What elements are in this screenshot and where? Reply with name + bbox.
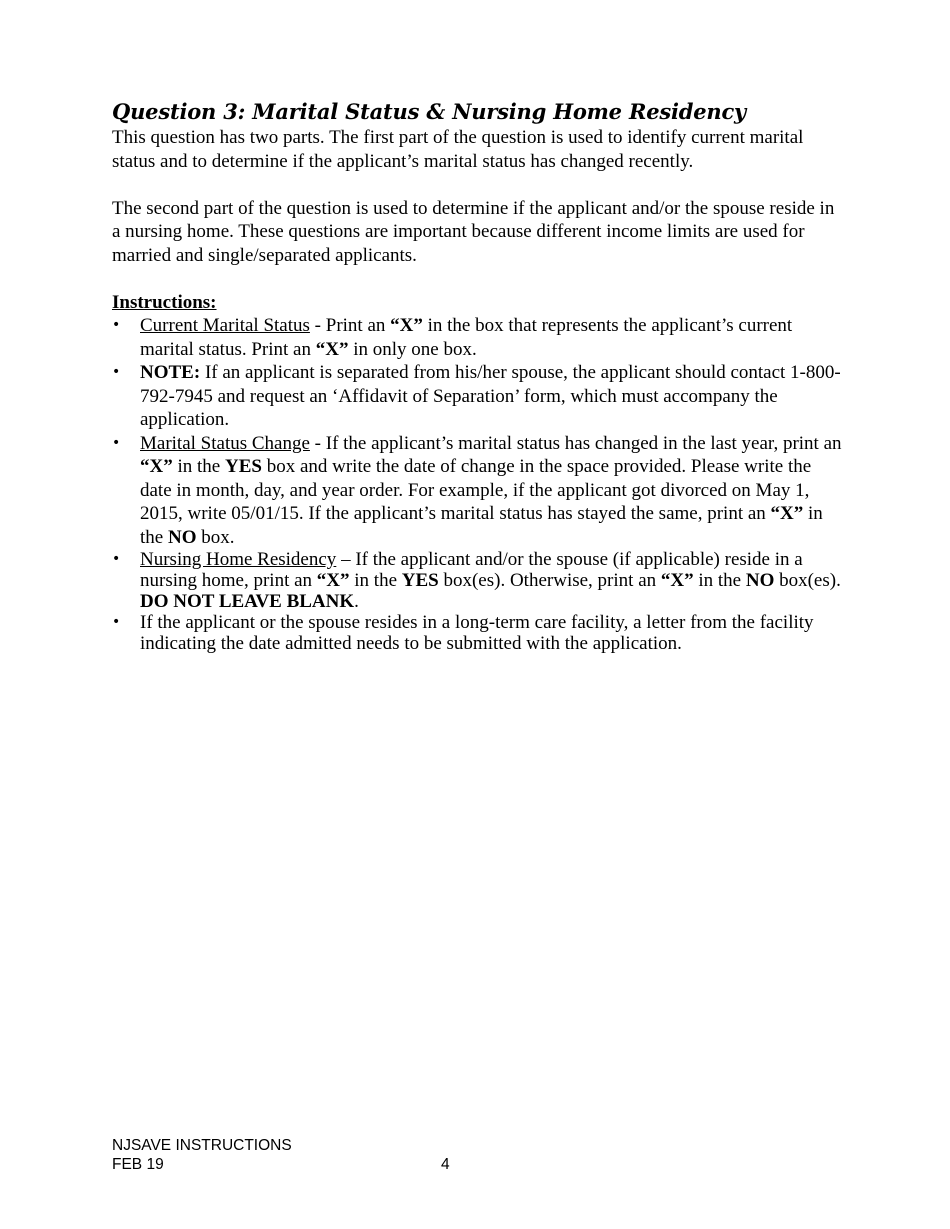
item-text: . (354, 591, 359, 612)
bullet-icon: • (112, 551, 121, 567)
item-text: box(es). Otherwise, print an (438, 570, 661, 591)
item-text: in only one box. (348, 338, 477, 360)
item-do-not-leave-blank: DO NOT LEAVE BLANK (140, 591, 355, 612)
item-x-mark: “X” (315, 338, 349, 360)
item-text: - If the applicant’s marital status has changed in the last year, print an (309, 432, 842, 454)
item-x-mark: “X” (140, 456, 173, 477)
page-title: Question 3: Marital Status & Nursing Home Residency (112, 99, 747, 124)
item-text: - Print an (309, 315, 391, 336)
footer-date: FEB 19 (112, 1156, 164, 1173)
page-number: 4 (441, 1156, 450, 1173)
item-yes-label: YES (401, 570, 439, 591)
item-lead: NOTE: (140, 362, 201, 383)
item-text: in the (140, 503, 823, 548)
item-lead: Current Marital Status (140, 315, 310, 336)
item-text: box(es). (774, 570, 841, 591)
item-no-label: NO (167, 526, 197, 548)
item-text: box and write the date of change in the space provided. Please write the date in month, day, and year order. For example, if the applicant got divorced on May 1, 2015, write 05/01/15. If the applicant’s marital status has stayed the same, print an (140, 456, 812, 524)
item-text: in the (349, 570, 402, 591)
list-item-long-term-care (112, 612, 847, 654)
bullet-icon: • (112, 317, 121, 333)
list-item-current-marital-status (112, 314, 847, 361)
item-text: in the box that represents the applicant’s current marital status. Print an (140, 315, 793, 360)
footer (112, 1136, 292, 1174)
intro-paragraph-1: This question has two parts. The first part of the question is used to identify current marital status and to determine if the applicant’s marital status has changed recently. (112, 127, 804, 172)
item-text: box. (196, 526, 235, 548)
item-text: in the (172, 456, 225, 477)
item-x-mark: “X” (660, 570, 694, 591)
item-text: If an applicant is separated from his/her spouse, the applicant should contact 1-800-792-7945 and request an ‘Affidavit of Separation’ form, which must accompany the application. (140, 362, 841, 430)
list-item-note (112, 361, 847, 432)
paragraph-spacer (112, 173, 847, 197)
item-text: If the applicant or the spouse resides in a long-term care facility, a letter from the facility indicating the date admitted needs to be submitted with the application. (140, 612, 814, 654)
item-no-label: NO (745, 570, 775, 591)
bullet-icon: • (112, 364, 121, 380)
item-x-mark: “X” (770, 503, 804, 524)
instructions-heading: Instructions: (112, 291, 217, 313)
footer-doc-name: NJSAVE INSTRUCTIONS (112, 1137, 292, 1154)
item-lead: Marital Status Change (140, 432, 310, 454)
list-item-marital-status-change (112, 432, 847, 550)
item-x-mark: “X” (316, 570, 350, 591)
bullet-icon: • (112, 614, 121, 630)
item-lead: Nursing Home Residency (140, 549, 337, 570)
item-text: – If the applicant and/or the spouse (if applicable) reside in a nursing home, print an (140, 549, 803, 591)
intro-paragraph-2: The second part of the question is used to determine if the applicant and/or the spouse reside in a nursing home. These questions are important because different income limits are used for married and single/separated applicants. (112, 197, 835, 266)
document-page (112, 98, 847, 654)
instructions-list (112, 314, 847, 654)
list-item-nursing-home-residency (112, 549, 847, 612)
paragraph-spacer (112, 267, 847, 291)
bullet-icon: • (112, 434, 121, 451)
item-yes-label: YES (224, 456, 262, 477)
item-x-mark: “X” (390, 315, 423, 336)
item-text: in the (693, 570, 746, 591)
